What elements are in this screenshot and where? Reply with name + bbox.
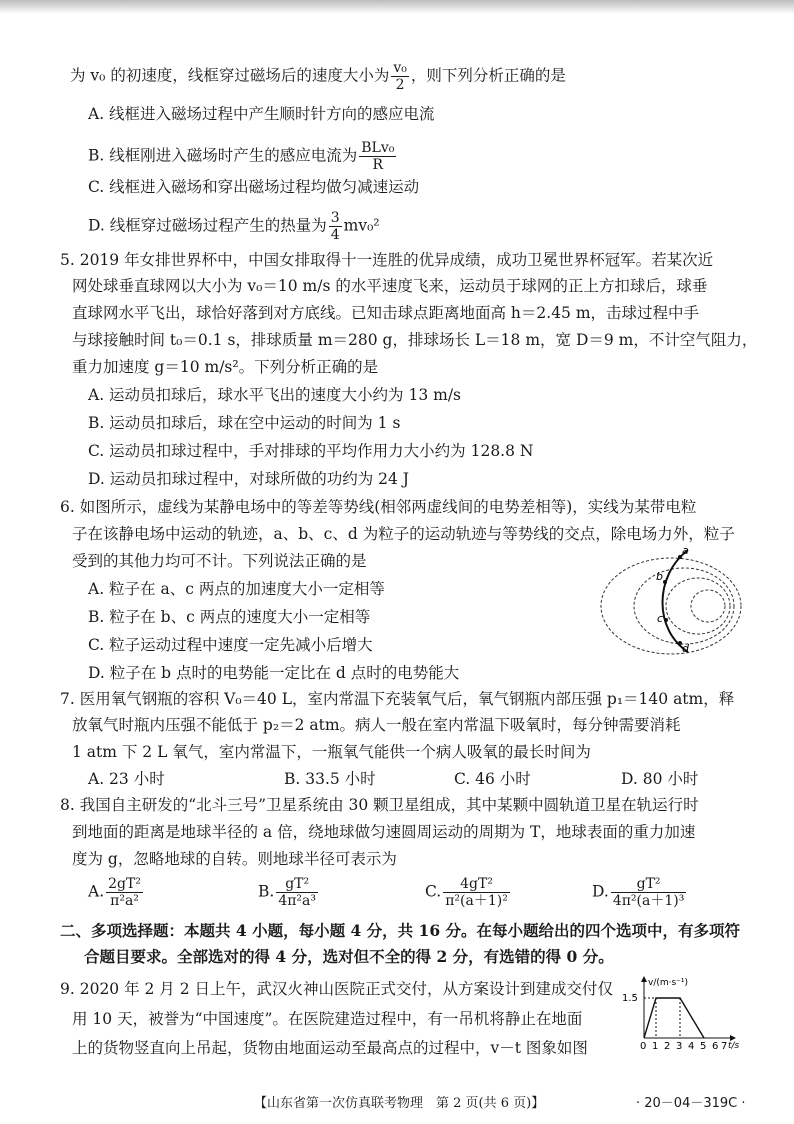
graph-y-label: v/(m·s⁻¹) bbox=[648, 978, 689, 988]
q8-option-b: B. $\frac{\text{gT²}}{\text{4π²a³}}$ bbox=[258, 876, 317, 909]
q5-line-5: 重力加速度 g＝10 m/s²。下列分析正确的是 bbox=[72, 358, 379, 376]
page-footer-code: · 20－04－319C · bbox=[636, 1096, 746, 1111]
q5-option-a: A. 运动员扣球后，球水平飞出的速度大小约为 13 m/s bbox=[88, 386, 462, 404]
q6-equipotential-figure bbox=[596, 540, 746, 658]
scan-top-edge bbox=[0, 0, 794, 14]
q9-line-1: 9. 2020 年 2 月 2 日上午，武汉火神山医院正式交付，从方案设计到建成交付仅 bbox=[60, 980, 614, 998]
q4-option-d: D. 线框穿过磁场过程产生的热量为 $\frac{3}{4}$ mv₀² bbox=[88, 210, 380, 243]
q8-option-a: A. $\frac{\text{2gT²}}{\text{π²a²}}$ bbox=[88, 876, 141, 909]
point-c bbox=[664, 618, 668, 622]
q7-line-3: 1 atm 下 2 L 氧气，室内常温下，一瓶氧气能供一个病人吸氧的最长时间为 bbox=[72, 743, 591, 761]
q8-option-d: D. $\frac{\text{gT²}}{\text{4π²(a＋1)³}}$ bbox=[592, 876, 685, 909]
q7-option-d: D. 80 小时 bbox=[621, 770, 699, 788]
q9-line-3: 上的货物竖直向上吊起，货物由地面运动至最高点的过程中，v－t 图象如图 bbox=[72, 1039, 588, 1057]
equipotential-line-2 bbox=[634, 568, 734, 644]
q4-option-b: B. 线框刚进入磁场时产生的感应电流为 $\frac{\text{BLv₀}}{R}$ bbox=[88, 140, 395, 173]
q8-line-1: 8. 我国自主研发的“北斗三号”卫星系统由 30 颗卫星组成，其中某颗中圆轨道卫星在轨运行时 bbox=[60, 796, 699, 814]
q6-line-1: 6. 如图所示，虚线为某静电场中的等差等势线(相邻两虚线间的电势差相等)，实线为某带电粒 bbox=[60, 498, 697, 516]
x-tick-6: 6 bbox=[712, 1041, 719, 1050]
equipotential-line-3 bbox=[666, 578, 730, 634]
q7-line-1: 7. 医用氧气钢瓶的容积 V₀＝40 L，室内常温下充装氧气后，氧气钢瓶内部压强 p₁＝140 atm，释 bbox=[60, 690, 735, 708]
q7-option-a: A. 23 小时 bbox=[88, 770, 165, 788]
q5-line-1: 5. 2019 年女排世界杯中，中国女排取得十一连胜的优异成绩，成功卫冕世界杯冠军。若某次近 bbox=[60, 251, 714, 269]
label-b: b bbox=[656, 570, 663, 583]
q8-line-2: 到地面的距离是地球半径的 a 倍，绕地球做匀速圆周运动的周期为 T，地球表面的重力加速 bbox=[72, 823, 696, 841]
q9-vt-graph bbox=[620, 974, 740, 1050]
q8-line-3: 度为 g，忽略地球的自转。则地球半径可表示为 bbox=[72, 850, 397, 868]
x-tick-2: 2 bbox=[664, 1041, 671, 1050]
section-2-heading: 二、多项选择题：本题共 4 小题，每小题 4 分，共 16 分。在每小题给出的四个选项中，有多项符 bbox=[60, 921, 741, 940]
x-tick-7: 7 bbox=[721, 1041, 728, 1050]
q7-option-b: B. 33.5 小时 bbox=[284, 770, 376, 788]
q5-line-4: 与球接触时间 t₀＝0.1 s，排球质量 m＝280 g，排球场长 L＝18 m，宽 D＝9 m，不计空气阻力， bbox=[72, 331, 758, 349]
q4-option-a: A. 线框进入磁场过程中产生顺时针方向的感应电流 bbox=[88, 105, 435, 123]
q6-line-3: 受到的其他力均可不计。下列说法正确的是 bbox=[72, 552, 367, 570]
q6-option-b: B. 粒子在 b、c 两点的速度大小一定相等 bbox=[88, 608, 371, 626]
x-tick-1: 1 bbox=[652, 1041, 659, 1050]
x-tick-4: 4 bbox=[688, 1041, 695, 1050]
equipotential-line-outer bbox=[601, 558, 741, 654]
q6-option-a: A. 粒子在 a、c 两点的加速度大小一定相等 bbox=[88, 580, 385, 598]
equipotential-line-inner bbox=[691, 590, 725, 622]
x-tick-3: 3 bbox=[676, 1041, 683, 1050]
q4-option-c: C. 线框进入磁场和穿出磁场过程均做匀减速运动 bbox=[88, 178, 420, 196]
page-footer-title: 【山东省第一次仿真联考物理 第 2 页(共 6 页)】 bbox=[254, 1096, 545, 1111]
label-d: d bbox=[682, 642, 689, 655]
graph-y-tick: 1.5 bbox=[622, 993, 638, 1004]
point-b bbox=[663, 580, 667, 584]
q5-option-d: D. 运动员扣球过程中，对球所做的功约为 24 J bbox=[88, 470, 410, 488]
x-tick-0: 0 bbox=[640, 1041, 647, 1050]
q7-option-c: C. 46 小时 bbox=[454, 770, 531, 788]
q6-option-d: D. 粒子在 b 点时的电势能一定比在 d 点时的电势能大 bbox=[88, 664, 460, 682]
q9-line-2: 用 10 天，被誉为“中国速度”。在医院建造过程中，有一吊机将静止在地面 bbox=[72, 1010, 583, 1028]
section-2-instructions: 合题目要求。全部选对的得 4 分，选对但不全的得 2 分，有选错的得 0 分。 bbox=[84, 947, 614, 966]
q4-stem: 为 v₀ 的初速度，线框穿过磁场后的速度大小为 $\frac{\text{v₀}}{2}$ ，则下列分析正确的是 bbox=[70, 60, 566, 93]
q6-line-2: 子在该静电场中运动的轨迹，a、b、c、d 为粒子的运动轨迹与等势线的交点，除电场力外，粒子 bbox=[72, 525, 735, 543]
particle-trajectory bbox=[663, 550, 689, 652]
y-axis-arrow-icon bbox=[641, 976, 647, 982]
q8-option-c: C. $\frac{\text{4gT²}}{\text{π²(a＋1)²}}$ bbox=[425, 876, 508, 909]
x-tick-5: 5 bbox=[700, 1041, 707, 1050]
q5-option-b: B. 运动员扣球后，球在空中运动的时间为 1 s bbox=[88, 414, 401, 432]
q6-option-c: C. 粒子运动过程中速度一定先减小后增大 bbox=[88, 636, 373, 654]
graph-x-label: t/s bbox=[728, 1041, 740, 1050]
vt-curve bbox=[644, 998, 704, 1038]
q5-line-3: 直球网水平飞出，球恰好落到对方底线。已知击球点距离地面高 h＝2.45 m，击球过程中手 bbox=[72, 304, 700, 322]
label-a: a bbox=[682, 544, 689, 557]
q5-line-2: 网处球垂直球网以大小为 v₀＝10 m/s 的水平速度飞来，运动员于球网的正上方扣球后，球垂 bbox=[72, 277, 708, 295]
label-c: c bbox=[657, 612, 664, 625]
q7-line-2: 放氧气时瓶内压强不能低于 p₂＝2 atm。病人一般在室内常温下吸氧时，每分钟需要消耗 bbox=[72, 716, 681, 734]
q5-option-c: C. 运动员扣球过程中，手对排球的平均作用力大小约为 128.8 N bbox=[88, 442, 534, 460]
